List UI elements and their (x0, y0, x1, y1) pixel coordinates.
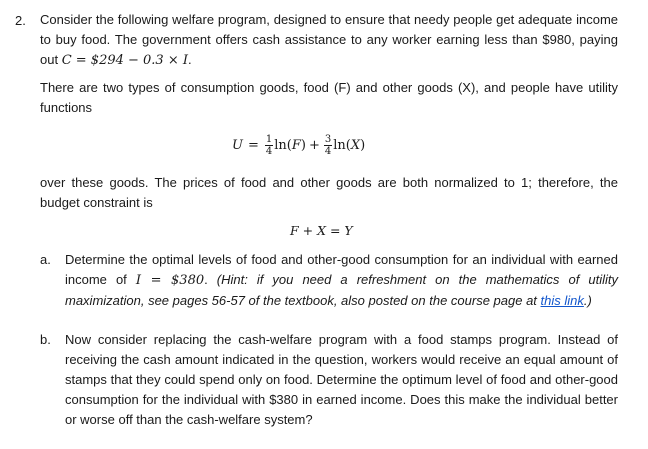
fraction-denominator: 4 (324, 145, 332, 157)
question-number: 2. (15, 13, 26, 28)
part-a-text (65, 250, 618, 311)
hint-text: (Hint: if you need a refreshment on the mathematics of utility maximization, see pages 56-57 of the textbook, also posted on the course page at (65, 272, 618, 308)
food-variable: F (291, 137, 301, 153)
utility-lhs: U (232, 137, 243, 153)
utility-equals: = (247, 137, 259, 153)
part-a-question: Determine the optimal levels of food and other-good consumption for an individual with earned income of (65, 252, 618, 287)
income-formula: I = $380 (135, 273, 205, 288)
ln-function: ln( (274, 137, 292, 153)
fraction-numerator: 1 (265, 133, 273, 145)
fraction-numerator: 3 (324, 133, 332, 145)
payout-formula: C = $294 − 0.3 × I (61, 53, 188, 68)
goods-description: There are two types of consumption goods, food (F) and other goods (X), and people have utility functions (40, 80, 618, 115)
intro-end: . (188, 52, 192, 67)
hint-end: .) (583, 293, 592, 308)
fraction-one-quarter (265, 134, 273, 157)
other-goods-variable: X (350, 137, 361, 153)
part-b-label: b. (40, 332, 51, 347)
intro-text: Consider the following welfare program, designed to ensure that needy people get adequate income to buy food. The government offers cash assistance to any worker earning less than $980, paying out (40, 12, 618, 67)
budget-constraint-equation: F + X = Y (290, 223, 353, 238)
part-b-text: Now consider replacing the cash-welfare program with a food stamps program. Instead of receiving the cash amount indicated in the question, workers would receive an equal amount of stamps that they could spend only on food. Determine the optimum level of food and other-good consumption for the individual with $380 in earned income. Does this make the individual better or worse off than the cash-welfare system? (65, 332, 618, 427)
close-paren: ) (300, 137, 306, 153)
utility-equation (232, 128, 365, 162)
plus-sign: + (308, 137, 320, 153)
close-paren: ) (360, 137, 366, 153)
fraction-three-quarters (324, 134, 332, 157)
ln-function: ln( (333, 137, 351, 153)
prices-description: over these goods. The prices of food and other goods are both normalized to 1; therefore, the budget constraint is (40, 175, 618, 210)
fraction-denominator: 4 (265, 145, 273, 157)
question-intro (40, 10, 618, 71)
course-page-link[interactable]: this link (540, 293, 584, 308)
part-a-label: a. (40, 252, 51, 267)
part-a-period: . (204, 272, 217, 287)
